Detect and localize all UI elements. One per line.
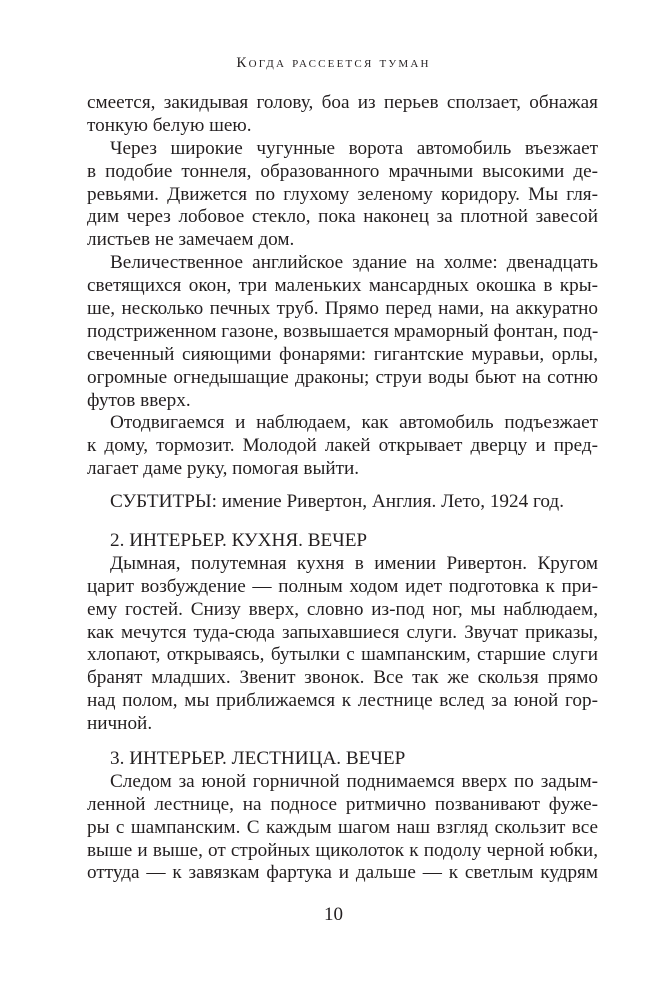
page-number: 10 (324, 904, 343, 925)
text-line: дим через лобовое стекло, пока наконец за плотной завесой (87, 206, 598, 228)
text-line: Следом за юной горничной поднимаемся вверх по задым- (110, 770, 598, 792)
text-line: к дому, тормозит. Молодой лакей открывает дверцу и пред- (87, 435, 598, 457)
intro-text (87, 92, 598, 481)
text-line: оттуда — к завязкам фартука и дальше — к светлым кудрям (87, 862, 598, 884)
text-line: ше, несколько печных труб. Прямо перед нами, на аккуратно (87, 298, 598, 320)
text-line: хлопают, открываясь, бутылки с шампанским, старшие слуги (87, 644, 598, 666)
text-line: СУБТИТРЫ: имение Ривертон, Англия. Лето, 1924 год. (110, 491, 564, 512)
text-line: лагает даме руку, помогая выйти. (87, 458, 360, 480)
text-line: над полом, мы приближаемся к лестнице вслед за юной гор- (87, 690, 598, 712)
text-line: тонкую белую шею. (87, 114, 252, 136)
text-line: ленной лестнице, на подносе ритмично позванивают фуже- (87, 793, 598, 815)
text-line: ему гостей. Снизу вверх, словно из-под ног, мы наблюдаем, (87, 598, 598, 620)
text-line: выше и выше, от стройных щиколоток к подолу черной юбки, (87, 839, 598, 861)
running-head: Когда рассеется туман (236, 55, 431, 71)
text-line: огромные огнедышащие драконы; струи воды бьют на сотню (87, 366, 598, 388)
text-line: Через широкие чугунные ворота автомобиль въезжает (110, 137, 598, 159)
text-line: бранят младших. Звенит звонок. Все так же скользя прямо (87, 667, 598, 689)
scene-3 (87, 748, 598, 885)
text-line: листьев не замечаем дом. (87, 229, 295, 251)
text-line: ничной. (87, 713, 153, 735)
text-line: Отодвигаемся и наблюдаем, как автомобиль подъезжает (110, 412, 598, 434)
scene-heading: 2. ИНТЕРЬЕР. КУХНЯ. ВЕЧЕР (110, 530, 368, 551)
text-line: ревьями. Движется по глухому зеленому коридору. Мы гля- (87, 183, 598, 205)
scene-2 (87, 530, 598, 736)
text-line: как мечутся туда-сюда запыхавшиеся слуги. Звучат приказы, (87, 621, 598, 643)
text-line: в подобие тоннеля, образованного мрачными высокими де- (87, 160, 598, 182)
text-line: светящихся окон, три маленьких мансардных окошка в кры- (87, 275, 598, 297)
text-line: ры с шампанским. С каждым шагом наш взгляд скользит все (87, 816, 598, 838)
text-line: Дымная, полутемная кухня в имении Ривертон. Кругом (110, 552, 598, 574)
subtitles (87, 491, 598, 514)
text-line: Величественное английское здание на холме: двенадцать (110, 252, 598, 274)
text-line: подстриженном газоне, возвышается мраморный фонтан, под- (87, 320, 599, 342)
text-line: футов вверх. (87, 389, 191, 411)
text-line: царит возбуждение — полным ходом идет подготовка к при- (87, 575, 598, 597)
text-line: свеченный сияющими фонарями: гигантские муравьи, орлы, (87, 343, 598, 365)
scene-heading: 3. ИНТЕРЬЕР. ЛЕСТНИЦА. ВЕЧЕР (110, 748, 406, 769)
text-line: смеется, закидывая голову, боа из перьев сползает, обнажая (87, 92, 598, 113)
